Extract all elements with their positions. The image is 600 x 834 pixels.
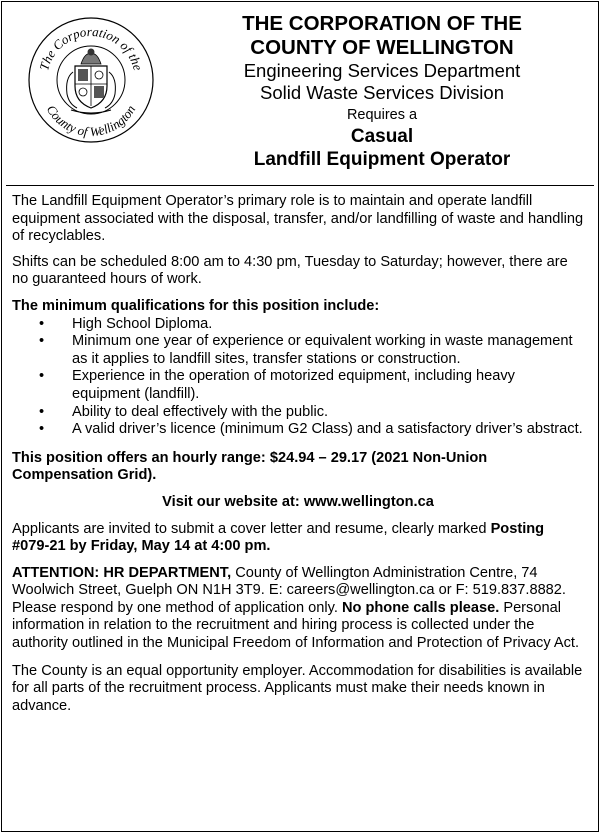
county-seal-logo (27, 16, 155, 144)
bullet-icon: • (39, 403, 45, 420)
list-item: • A valid driver’s licence (minimum G2 Class) and a satisfactory driver’s abstract. (39, 421, 583, 438)
job-posting (1, 1, 599, 832)
bullet-icon: • (39, 368, 45, 385)
organization-name-line1: THE CORPORATION OF THE (242, 12, 522, 35)
bullet-icon: • (39, 421, 45, 438)
pay-range: This position offers an hourly range: $24.94 – 29.17 (2021 Non-Union Compensation Grid). (12, 449, 488, 484)
qualifications-heading: The minimum qualifications for this position include: (12, 297, 380, 314)
posting-body (12, 193, 584, 715)
list-item: • Minimum one year of experience or equivalent working in waste management as it applies to landfill sites, transfer stations or construction. (39, 333, 573, 367)
shift-schedule: Shifts can be scheduled 8:00 am to 4:30 pm, Tuesday to Saturday; however, there are no guaranteed hours of work. (12, 253, 568, 288)
header-divider (6, 185, 594, 186)
bullet-icon: • (39, 315, 45, 332)
no-phone-calls: No phone calls please. (341, 599, 500, 616)
list-item: • High School Diploma. (39, 315, 213, 332)
list-item: • Ability to deal effectively with the public. (39, 403, 329, 420)
application-instructions: Applicants are invited to submit a cover letter and resume, clearly marked Posting #079-21 by Friday, May 14 at 4:00 pm. (12, 520, 545, 555)
division-name: Solid Waste Services Division (259, 82, 504, 103)
attention-label: ATTENTION: HR DEPARTMENT, (12, 564, 232, 581)
department-name: Engineering Services Department (243, 60, 521, 81)
attention-contact: ATTENTION: HR DEPARTMENT, County of Wellington Administration Centre, 74 Woolwich Street, Guelph ON N1H 3T9. E: careers@wellington.ca or F: 519.837.8882. Please respond by one method of application only. No phone calls please. Personal information in relation to the recruitment and hiring process is collected under the authority outlined in the Municipal Freedom of Information and Protection of Privacy Act. (12, 564, 580, 652)
equal-opportunity-statement: The County is an equal opportunity employer. Accommodation for disabilities is available for all parts of the recruitment process. Applicants must make their needs known in advance. (12, 662, 583, 714)
position-type: Casual (350, 126, 414, 147)
list-item: • Experience in the operation of motorized equipment, including heavy equipment (landfill). (39, 368, 515, 402)
role-description: The Landfill Equipment Operator’s primary role is to maintain and operate landfill equipment associated with the disposal, transfer, and/or landfilling of waste and handling of recyclables. (12, 193, 584, 245)
qualifications-list (12, 316, 584, 439)
organization-name-line2: COUNTY OF WELLINGTON (250, 36, 514, 59)
bullet-icon: • (39, 333, 45, 350)
posting-deadline: Posting #079-21 by Friday, May 14 at 4:00 pm. (12, 520, 545, 555)
svg-text:County of Wellington: County of Wellington (43, 102, 139, 140)
header-text-block (172, 12, 592, 171)
posting-header (2, 2, 598, 185)
position-title: Landfill Equipment Operator (253, 149, 511, 170)
requires-text: Requires a (346, 107, 418, 123)
svg-text:The Corporation of the: The Corporation of the (36, 23, 146, 73)
website-line: Visit our website at: www.wellington.ca (162, 493, 434, 510)
